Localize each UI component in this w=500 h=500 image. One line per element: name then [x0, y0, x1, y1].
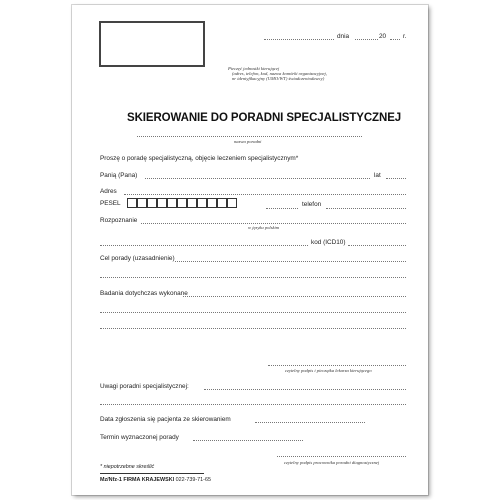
phone-line[interactable]	[326, 208, 406, 209]
pesel-digit-11[interactable]	[227, 198, 237, 208]
publisher-phone: 022-739-71-65	[175, 477, 211, 483]
icd-label: kod (ICD10)	[311, 239, 346, 246]
date-place-line[interactable]	[264, 39, 334, 40]
appointment-label: Termin wyznaczonej porady	[100, 434, 179, 441]
pesel-digit-4[interactable]	[157, 198, 167, 208]
phone-prefix-line[interactable]	[266, 208, 298, 209]
staff-signature-line[interactable]	[277, 456, 406, 457]
form-sheet	[72, 5, 428, 495]
request-text: Proszę o poradę specjalistyczną, objęcie leczeniem specjalistycznym*	[100, 155, 299, 162]
tests-line-2[interactable]	[100, 312, 406, 313]
age-label: lat	[374, 172, 381, 179]
age-line[interactable]	[386, 178, 406, 179]
stamp-caption-line1: Pieczęć jednostki kierującej	[228, 66, 280, 71]
form-code: Mz/Nfz-1	[100, 477, 122, 483]
remarks-label: Uwagi poradni specjalistycznej:	[100, 383, 189, 390]
pesel-digit-6[interactable]	[177, 198, 187, 208]
remarks-line-1[interactable]	[204, 389, 406, 390]
clinic-caption: nazwa poradni	[234, 139, 262, 144]
diagnosis-caption: w języku polskim	[248, 225, 280, 230]
stamp-caption-line2: (adres, telefon, kod, nazwa komórki organizacyjnej,	[232, 71, 327, 77]
diagnosis-line-1[interactable]	[141, 223, 406, 224]
pesel-digit-1[interactable]	[127, 198, 137, 208]
pesel-digit-5[interactable]	[167, 198, 177, 208]
doctor-signature-line[interactable]	[268, 365, 406, 366]
page-title: SKIEROWANIE DO PORADNI SPECJALISTYCZNEJ	[127, 112, 402, 124]
purpose-line-2[interactable]	[100, 277, 406, 278]
report-date-line[interactable]	[255, 422, 365, 423]
pesel-digit-2[interactable]	[137, 198, 147, 208]
pesel-digit-10[interactable]	[217, 198, 227, 208]
pesel-label: PESEL	[100, 200, 121, 207]
stamp-box	[99, 21, 205, 67]
pesel-digit-7[interactable]	[187, 198, 197, 208]
footer-imprint	[100, 477, 211, 483]
pesel-digit-3[interactable]	[147, 198, 157, 208]
tests-line-1[interactable]	[183, 296, 406, 297]
year-suffix: r.	[403, 33, 407, 40]
purpose-line-1[interactable]	[175, 261, 406, 262]
footer-note: * niepotrzebne skreślić	[100, 464, 155, 470]
patient-name-line[interactable]	[145, 178, 370, 179]
clinic-name-line[interactable]	[137, 136, 362, 137]
appointment-line[interactable]	[193, 440, 303, 441]
tests-line-3[interactable]	[100, 328, 406, 329]
stamp-caption	[228, 66, 327, 82]
date-label: dnia	[337, 33, 350, 40]
pesel-digit-9[interactable]	[207, 198, 217, 208]
address-label: Adres	[100, 188, 117, 195]
purpose-label: Cel porady (uzasadnienie)	[100, 255, 175, 262]
doctor-signature-caption: czytelny podpis i pieczątka lekarza kierującego	[285, 368, 372, 373]
stamp-caption-line3: nr identyfikacyjny (UMO/WT) świadczeniodawcy)	[232, 76, 325, 82]
tests-label: Badania dotychczas wykonane	[100, 290, 188, 297]
staff-signature-caption: czytelny podpis pracownika poradni diagnostycznej	[284, 460, 380, 465]
publisher-name: FIRMA KRAJEWSKI	[123, 477, 175, 483]
report-date-label: Data zgłoszenia się pacjenta ze skierowaniem	[100, 416, 231, 423]
date-day-line[interactable]	[355, 39, 378, 40]
diagnosis-label: Rozpoznanie	[100, 217, 138, 224]
phone-label: telefon	[302, 201, 322, 208]
pesel-digit-8[interactable]	[197, 198, 207, 208]
diagnosis-line-2[interactable]	[100, 245, 308, 246]
address-line[interactable]	[124, 194, 406, 195]
remarks-line-2[interactable]	[100, 404, 406, 405]
year-prefix: 20	[379, 33, 387, 40]
footer-separator	[100, 473, 204, 474]
date-year-line[interactable]	[390, 39, 400, 40]
patient-label: Panią (Pana)	[100, 172, 138, 179]
icd-line[interactable]	[348, 245, 406, 246]
